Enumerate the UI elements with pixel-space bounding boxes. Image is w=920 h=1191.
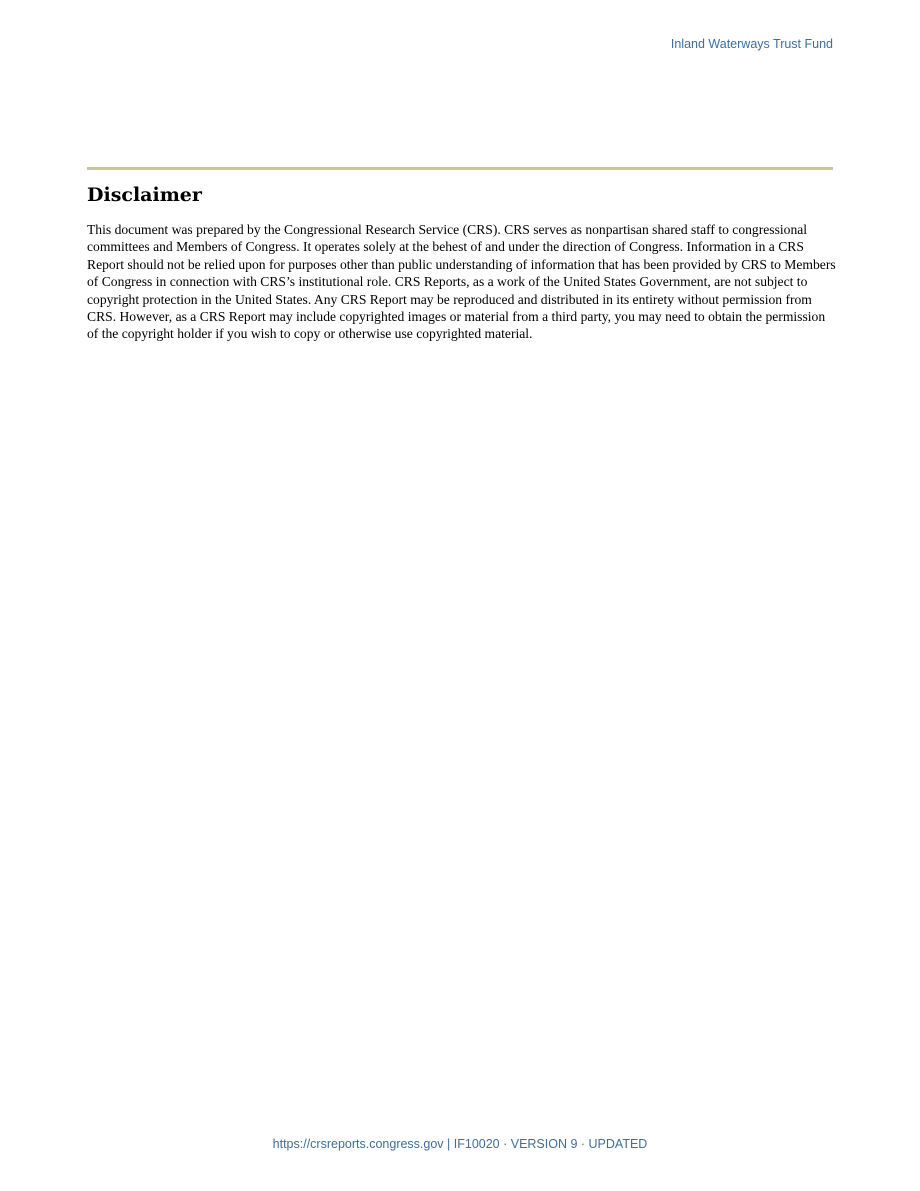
page-footer: https://crsreports.congress.gov | IF10020 · VERSION 9 · UPDATED	[272, 1137, 648, 1151]
running-header-title: Inland Waterways Trust Fund	[670, 37, 833, 51]
section-divider	[87, 167, 833, 170]
disclaimer-body: This document was prepared by the Congressional Research Service (CRS). CRS serves as nonpartisan shared staff to congressional committees and Members of Congress. It operates solely at the behest of and under the direction of Congress. Information in a CRS Report should not be relied upon for purposes other than public understanding of information that has been provided by CRS to Members of Congress in connection with CRS’s institutional role. CRS Reports, as a work of the United States Government, are not subject to copyright protection in the United States. Any CRS Report may be reproduced and distributed in its entirety without permission from CRS. However, as a CRS Report may include copyrighted images or material from a third party, you may need to obtain the permission of the copyright holder if you wish to copy or otherwise use copyrighted material.	[87, 222, 836, 342]
disclaimer-heading: Disclaimer	[87, 184, 202, 206]
